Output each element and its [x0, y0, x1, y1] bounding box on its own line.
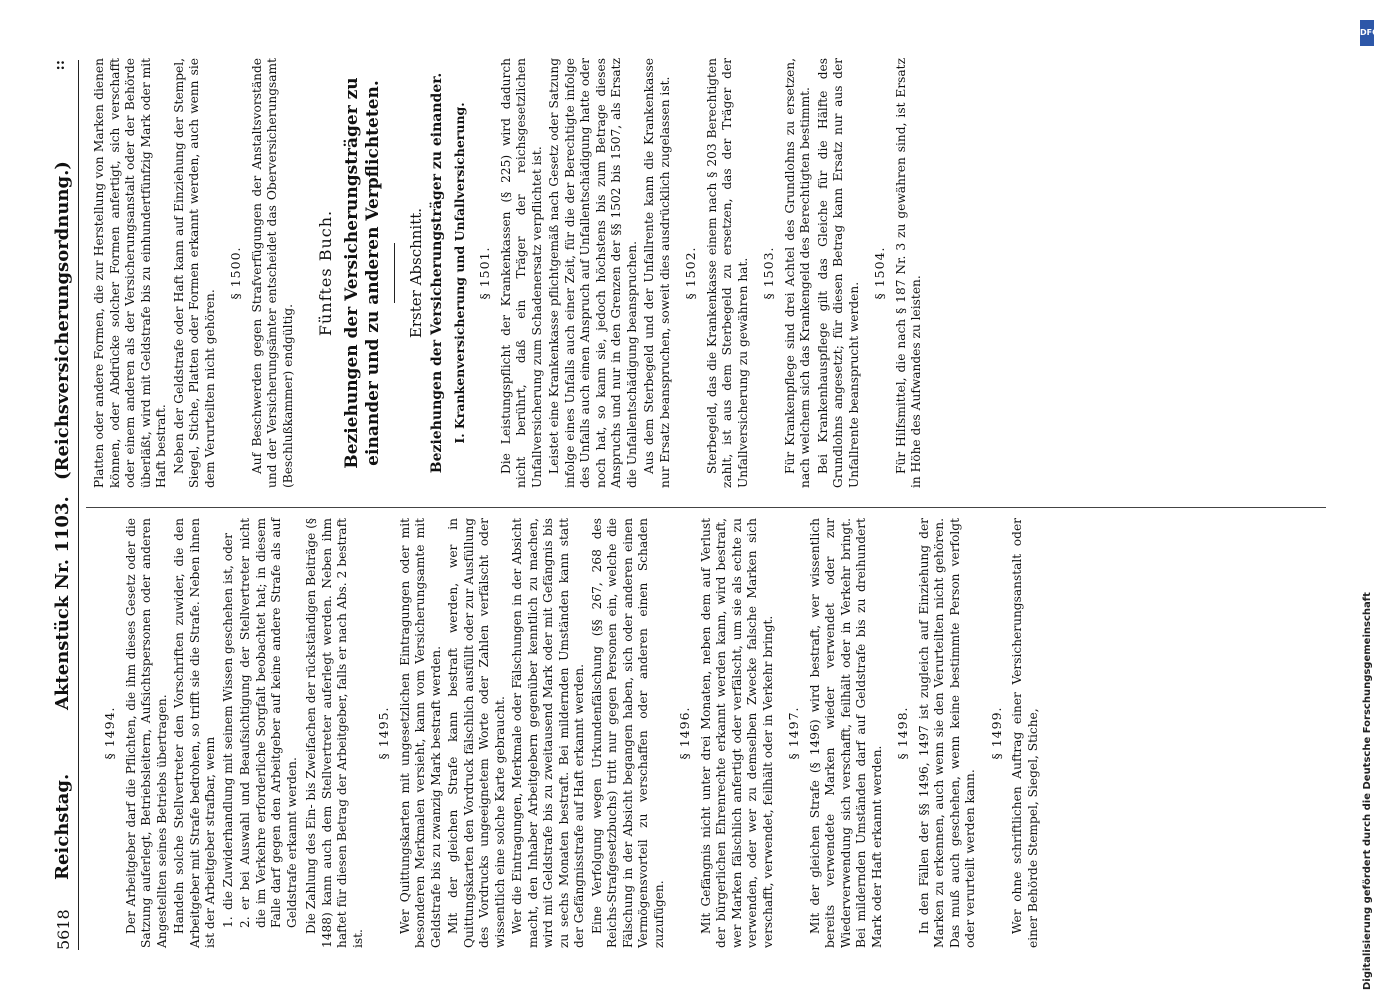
credit-text: Digitalisierung gefördert durch die Deutsche Forschungsgemeinschaft	[1362, 592, 1373, 990]
header-center: Aktenstück Nr. 1103.	[52, 496, 73, 710]
section-heading: § 1503.	[761, 246, 776, 300]
header-left: Reichstag.	[52, 773, 73, 880]
list-item-text: er bei Auswahl und Beaufsichtigung der Stellvertreter nicht die im Verkehre erforderliche Sorgfalt beobachtet hat; in diesem Falle darf gegen den Arbeitgeber auf keine andere Strafe als auf Geldstrafe erkannt werden.	[238, 518, 299, 928]
paragraph: Für Krankenpflege sind drei Achtel des Grundlohns zu ersetzen, nach welchem sich das Krankengeld des Berechtigten bestimmt.	[782, 58, 812, 488]
paragraph: Auf Beschwerden gegen Strafverfügungen der Anstaltsvorstände und der Versicherungsämter entscheidet das Oberversicherungsamt (Beschlußkammer) endgültig.	[249, 58, 295, 488]
list-item	[238, 518, 300, 928]
paragraph: Eine Verfolgung wegen Urkundenfälschung (§§ 267, 268 des Reichs-Strafgesetzbuchs) tritt nur gegen Personen ein, welche die Fälschung in der Absicht begangen haben, sich oder anderen einen Vermögensvorteil zu verschaffen oder anderen einen Schaden zuzufügen.	[589, 518, 666, 948]
header-right: (Reichsversicherungsordnung.)	[52, 161, 73, 480]
paragraph: Mit der gleichen Strafe kann bestraft werden, wer in Quittungskarten den Vordruck fälschlich ausfüllt oder zur Ausfüllung des Vordrucks ungeeignetem Worte oder Zahlen verfälscht oder wissentlich eine solche Karte gebraucht.	[446, 518, 507, 948]
book-heading: Fünftes Buch.	[316, 209, 335, 337]
left-column	[92, 518, 1043, 948]
part-title: Beziehungen der Versicherungsträger zu einander.	[429, 72, 445, 474]
section-heading: § 1494.	[102, 706, 117, 760]
paragraph: In den Fällen der §§ 1496, 1497 ist zugleich auf Einziehung der Marken zu erkennen, auch wenn sie den Verurteilten nicht gehören. Das muß auch geschehen, wenn keine bestimmte Person verfolgt oder verurteilt werden kann.	[916, 518, 977, 948]
paragraph: Für Hilfsmittel, die nach § 187 Nr. 3 zu gewähren sind, ist Ersatz in Höhe des Aufwandes zu leisten.	[893, 58, 923, 488]
section-heading: § 1502.	[683, 246, 698, 300]
section-heading: § 1495.	[376, 706, 391, 760]
paragraph: Die Leistungspflicht der Krankenkassen (§ 225) wird dadurch nicht berührt, daß ein Träger der reichsgesetzlichen Unfallversicherung zum Schadenersatz verpflichtet ist.	[498, 58, 544, 488]
section-heading: § 1500.	[228, 246, 243, 300]
dfg-logo: DFG	[1360, 20, 1374, 46]
paragraph: Der Arbeitgeber darf die Pflichten, die ihm dieses Gesetz oder die Satzung auferlegt, Betriebsleitern, Aufsichtspersonen oder anderen Angestellten seines Betriebs übertragen.	[123, 518, 169, 948]
subsection-title: I. Krankenversicherung und Unfallversicherung.	[451, 102, 467, 444]
right-column	[92, 58, 927, 488]
separator-rule	[394, 243, 395, 303]
paragraph: Die Zahlung des Ein- bis Zweifachen der rückständigen Beiträge (§ 1488) kann auch dem Stellvertreter auferlegt werden. Neben ihm haftet für diesen Betrag der Arbeitgeber, falls er nach Abs. 2 bestraft ist.	[304, 518, 365, 948]
section-heading: § 1497.	[786, 706, 801, 760]
book-title: Beziehungen der Versicherungsträger zu einander und zu anderen Verpflichteten.	[341, 77, 383, 469]
page-number: 5618	[54, 909, 73, 950]
paragraph: Leistet eine Krankenkasse pflichtgemäß nach Gesetz oder Satzung infolge eines Unfalls auch einer Zeit, für die der Berechtigte infolge des Unfalls auch einen Anspruch auf Unfallentschädigung hatte oder noch hat, so kann sie, jedoch höchstens bis zum Betrage dieses Anspruchs und nur in den Grenzen der §§ 1502 bis 1507, als Ersatz die Unfallentschädigung beanspruchen.	[547, 58, 639, 488]
paragraph: Bei Krankenhauspflege gilt das Gleiche für die Hälfte des Grundlohns angesetzt; für diesen Betrag kann Ersatz nur aus der Unfallrente beansprucht werden.	[815, 58, 861, 488]
section-heading: § 1498.	[895, 706, 910, 760]
paragraph: Wer die Eintragungen, Merkmale oder Fälschungen in der Absicht macht, den Inhaber Arbeitgebern gegenüber kenntlich zu machen, wird mit Geldstrafe bis zu zweitausend Mark oder mit Gefängnis bis zu sechs Monaten bestraft. Bei mildernden Umständen kann statt der Gefängnisstrafe auf Haft erkannt werden.	[510, 518, 586, 948]
paragraph: Mit der gleichen Strafe (§ 1496) wird bestraft, wer wissentlich bereits verwendete Marken wieder verwendet oder zur Wiederverwendung sich verschafft, feilhält oder in Verkehr bringt. Bei mildernden Umständen darf auf Geldstrafe bis zu dreihundert Mark oder Haft erkannt werden.	[807, 518, 884, 948]
section-heading: § 1504.	[872, 246, 887, 300]
paragraph: Mit Gefängnis nicht unter drei Monaten, neben dem auf Verlust der bürgerlichen Ehrenrechte erkannt werden kann, wird bestraft, wer Marken fälschlich anfertigt oder verfälscht, um sie als echte zu verwenden, oder wer zu demselben Zwecke falsche Marken sich verschafft, verwendet, feilhält oder in Verkehr bringt.	[698, 518, 775, 948]
list-item-number: 1.	[220, 916, 235, 928]
paragraph: Handeln solche Stellvertreter den Vorschriften zuwider, die den Arbeitgeber mit Strafe bedrohen, so trifft sie die Strafe. Neben ihnen ist der Arbeitgeber strafbar, wenn	[172, 518, 217, 948]
page-header	[48, 60, 79, 950]
section-heading: § 1501.	[477, 246, 492, 300]
digitization-credit	[1326, 10, 1378, 990]
list-item-text: die Zuwiderhandlung mit seinem Wissen geschehen ist, oder	[220, 533, 235, 910]
paragraph: Wer Quittungskarten mit ungesetzlichen Eintragungen oder mit besonderen Merkmalen versieht, kann vom Versicherungsamte mit Geldstrafe bis zu zwanzig Mark bestraft werden.	[397, 518, 443, 948]
paragraph: Wer ohne schriftlichen Auftrag einer Versicherungsanstalt oder einer Behörde Stempel, Siegel, Stiche,	[1010, 518, 1040, 948]
section-heading: § 1496.	[677, 706, 692, 760]
column-divider	[86, 507, 1326, 508]
part-heading: Erster Abschnitt.	[406, 207, 425, 339]
list-item	[221, 518, 237, 928]
paragraph: Platten oder andere Formen, die zur Herstellung von Marken dienen können, oder Abdrücke solcher Formen anfertigt, sich verschafft oder einem anderen als der Versicherungsanstalt oder der Behörde überläßt, wird mit Geldstrafe bis zu einhundertfünfzig Mark oder mit Haft bestraft.	[92, 58, 168, 488]
list-item-number: 2.	[238, 916, 252, 928]
section-heading: § 1499.	[988, 706, 1004, 760]
paragraph: Sterbegeld, das die Krankenkasse einem nach § 203 Berechtigten zahlt, ist aus dem Sterbegeld zu ersetzen, das der Träger der Unfallversicherung zu gewähren hat.	[704, 58, 750, 488]
paragraph: Neben der Geldstrafe oder Haft kann auf Einziehung der Stempel, Siegel, Stiche, Platten oder Formen erkannt werden, auch wenn sie dem Verurteilten nicht gehören.	[171, 58, 217, 488]
numbered-list	[221, 518, 301, 928]
header-mark: ::	[52, 60, 68, 71]
paragraph: Aus dem Sterbegeld und der Unfallrente kann die Krankenkasse nur Ersatz beanspruchen, soweit dies ausdrücklich zugelassen ist.	[642, 58, 672, 488]
